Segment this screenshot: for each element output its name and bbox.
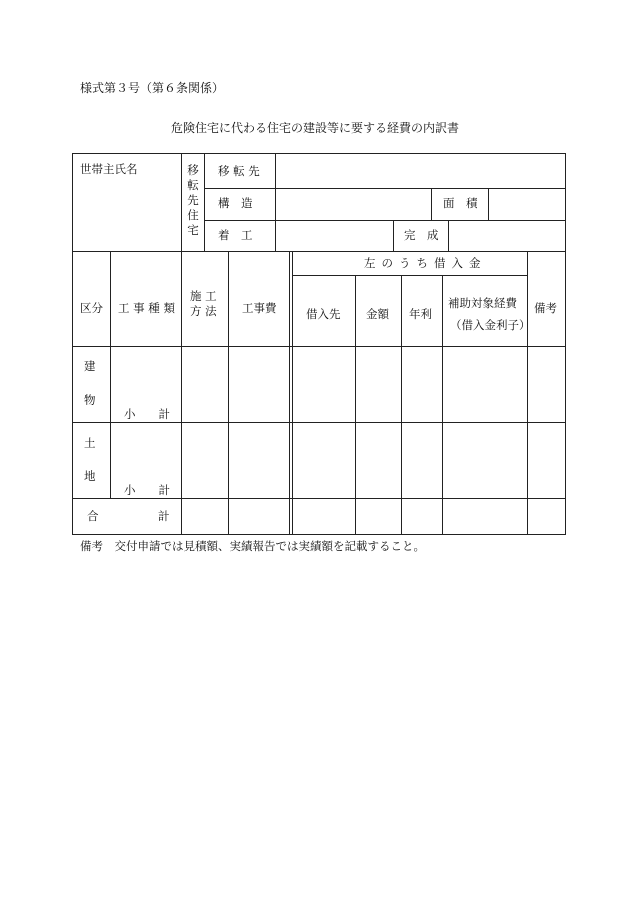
total-label-left: 合 [87, 509, 99, 523]
building-subtotal-label: 小 計 [124, 407, 170, 421]
col-line-cost-b [292, 251, 293, 535]
relocation-house-label [186, 165, 200, 240]
start-value[interactable] [277, 222, 391, 250]
relocation-char-2: 転 [187, 178, 199, 192]
household-head-label: 世帯主氏名 [80, 162, 138, 176]
relocation-char-3: 先 [187, 193, 199, 207]
household-divider [181, 153, 182, 251]
row-line-1 [204, 188, 566, 189]
footer-note: 備考 交付申請では見積額、実績報告では実績額を記載すること。 [80, 539, 425, 553]
col-cost-header: 工事費 [242, 301, 277, 315]
area-value[interactable] [490, 190, 564, 219]
start-label: 着 工 [218, 228, 253, 242]
col-line-lender [355, 275, 356, 535]
col-subsidy-header-1: 補助対象経費 [448, 296, 517, 310]
col-line-work-type [181, 251, 182, 535]
row-building-char-2: 物 [84, 393, 96, 407]
area-label-left [431, 188, 432, 220]
top-section-bottom-line [72, 251, 566, 252]
house-label-divider [204, 153, 205, 251]
col-method-header-2: 方 法 [190, 304, 217, 318]
area-label-right [488, 188, 489, 220]
relocation-address-value[interactable] [277, 155, 564, 187]
loan-group-header: 左のうち借入金 [364, 256, 487, 270]
col-line-method [228, 251, 229, 535]
col-line-category [110, 251, 111, 499]
completion-label-left [393, 220, 394, 251]
relocation-address-label: 移 転 先 [218, 164, 260, 178]
area-label: 面 積 [443, 196, 478, 210]
loan-group-line [292, 275, 527, 276]
relocation-char-4: 住 [187, 208, 199, 222]
land-subtotal-label: 小 計 [124, 483, 170, 497]
completion-value[interactable] [450, 222, 564, 250]
col-category-header: 区分 [80, 301, 103, 315]
building-bottom-line [72, 422, 566, 423]
header-bottom-line [72, 346, 566, 347]
col-lender-header: 借入先 [306, 307, 341, 321]
col-amount-header: 金額 [366, 307, 389, 321]
col-method-header-1: 施 工 [190, 289, 217, 303]
relocation-char-1: 移 [187, 163, 199, 177]
row-line-2 [204, 220, 566, 221]
row-land-char-1: 土 [84, 436, 96, 450]
col-subsidy-header-2: （借入金利子） [450, 318, 531, 332]
col-line-subsidy [527, 251, 528, 535]
form-number: 様式第３号（第６条関係） [80, 81, 225, 95]
structure-value[interactable] [277, 190, 429, 219]
col-line-cost-a [289, 251, 290, 535]
label-value-divider [275, 153, 276, 251]
completion-label-right [448, 220, 449, 251]
document-title: 危険住宅に代わる住宅の建設等に要する経費の内訳書 [170, 121, 459, 135]
completion-label: 完 成 [404, 228, 439, 242]
col-rate-header: 年利 [409, 307, 432, 321]
col-line-amount [401, 275, 402, 535]
total-label-right: 計 [158, 509, 170, 523]
structure-label: 構 造 [218, 196, 253, 210]
row-building-char-1: 建 [84, 359, 96, 373]
relocation-char-5: 宅 [187, 223, 199, 237]
col-line-rate [442, 275, 443, 535]
land-bottom-line [72, 498, 566, 499]
col-remarks-header: 備考 [534, 301, 557, 315]
col-work-type-header: 工 事 種 類 [118, 301, 175, 315]
row-land-char-2: 地 [84, 469, 96, 483]
